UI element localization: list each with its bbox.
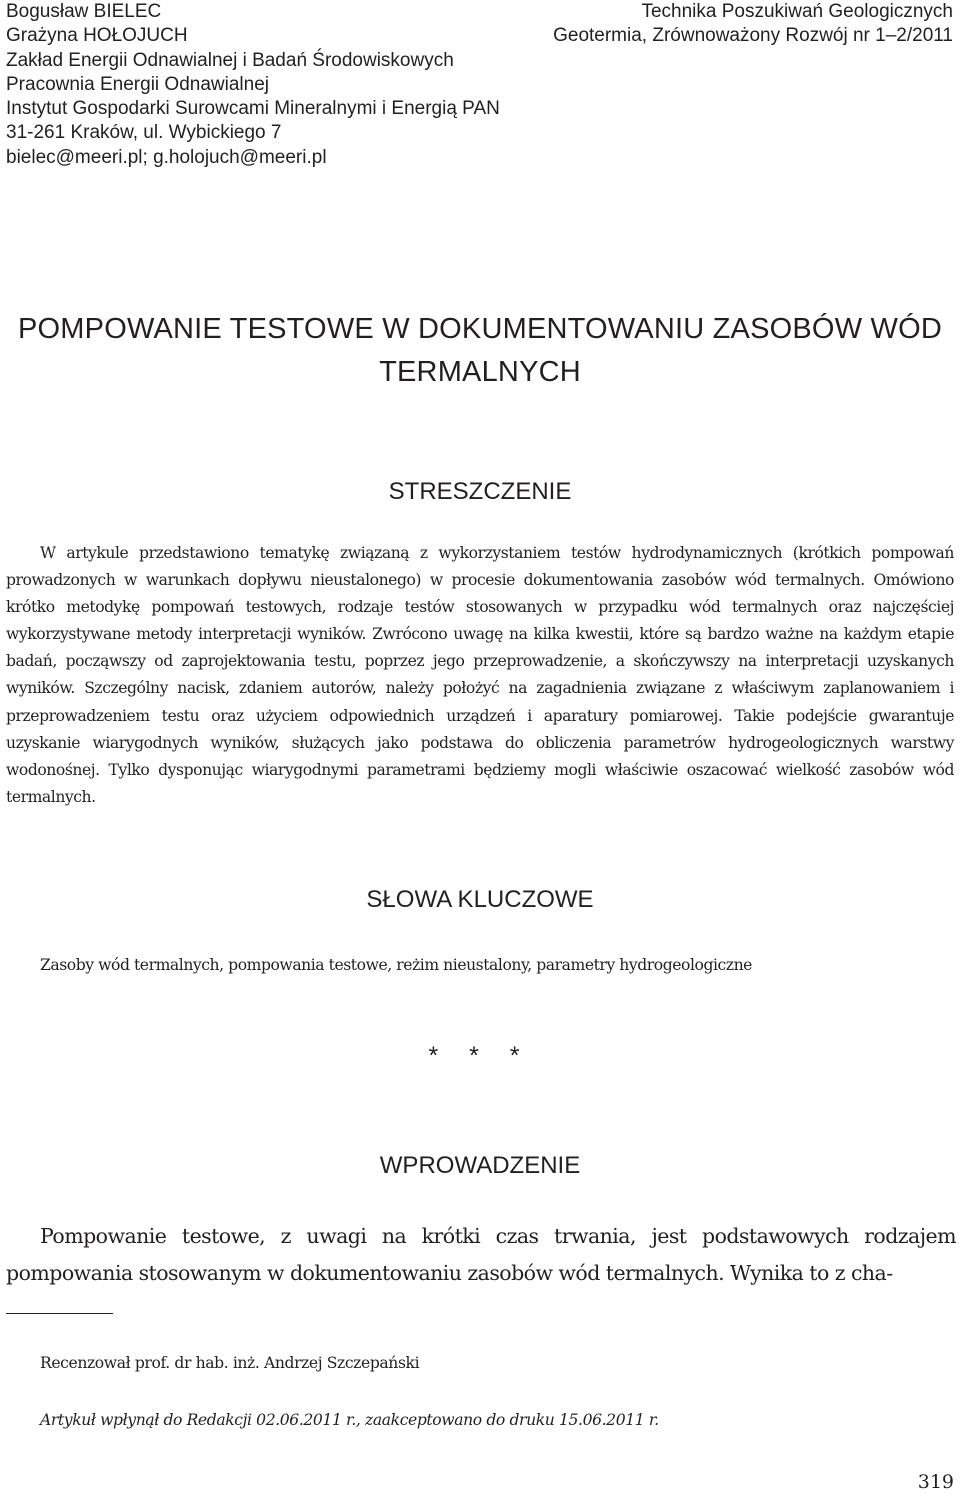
author-name-1: Bogusław BIELEC xyxy=(6,1,162,22)
page-number: 319 xyxy=(917,1471,954,1493)
abstract-heading: STRESZCZENIE xyxy=(388,478,572,505)
keywords-heading: SŁOWA KLUCZOWE xyxy=(366,886,594,913)
reviewer-note: Recenzował prof. dr hab. inż. Andrzej Szczepański xyxy=(40,1354,420,1372)
footnote-divider xyxy=(6,1313,113,1314)
affiliation-department: Zakład Energii Odnawialnej i Badań Środowiskowych xyxy=(6,49,454,71)
affiliation-lab: Pracownia Energii Odnawialnej xyxy=(6,73,269,95)
received-date-note: Artykuł wpłynął do Redakcji 02.06.2011 r., zaakceptowano do druku 15.06.2011 r. xyxy=(40,1411,659,1429)
article-title xyxy=(0,308,960,394)
journal-name: Technika Poszukiwań Geologicznych xyxy=(641,1,953,22)
title-line-2: TERMALNYCH xyxy=(379,356,581,388)
keywords-text: Zasoby wód termalnych, pompowania testowe, reżim nieustalony, parametry hydrogeologiczne xyxy=(40,956,752,974)
author-emails: bielec@meeri.pl; g.holojuch@meeri.pl xyxy=(6,146,327,168)
introduction-text: Pompowanie testowe, z uwagi na krótki czas trwania, jest podstawowych rodzajem pompowania stosowanym w dokumentowaniu zasobów wód termalnych. Wynika to z cha- xyxy=(6,1224,956,1285)
author-affiliation-block xyxy=(6,0,500,170)
affiliation-institute: Instytut Gospodarki Surowcami Mineralnymi i Energią PAN xyxy=(6,98,500,120)
journal-issue: Geotermia, Zrównoważony Rozwój nr 1–2/2011 xyxy=(553,25,953,47)
section-separator: * * * xyxy=(428,1042,532,1070)
author-name-2: Grażyna HOŁOJUCH xyxy=(6,25,188,47)
introduction-heading: WPROWADZENIE xyxy=(379,1152,581,1179)
abstract-text: W artykule przedstawiono tematykę związaną z wykorzystaniem testów hydrodynamicznych (krótkich pompowań prowadzonych w warunkach dopływu nieustalonego) w procesie dokumentowania zasobów wód termalnych. Omówiono krótko metodykę pompowań testowych, rodzaje testów stosowanych w przypadku wód termalnych oraz najczęściej wykorzystywane metody interpretacji wyników. Zwrócono uwagę na kilka kwestii, które są bardzo ważne na każdym etapie badań, począwszy od zaprojektowania testu, poprzez jego przeprowadzenie, a skończywszy na interpretacji uzyskanych wyników. Szczególny nacisk, zdaniem autorów, należy położyć na zagadnienia związane z właściwym zaplanowaniem i przeprowadzeniem testu oraz użyciem odpowiednich urządzeń i aparatury pomiarowej. Takie podejście gwarantuje uzyskanie wiarygodnych wyników, służących jako podstawa do obliczenia parametrów hydrogeologicznych warstwy wodonośnej. Tylko dysponując wiarygodnymi parametrami będziemy mogli właściwie oszacować wielkość zasobów wód termalnych. xyxy=(6,544,954,806)
affiliation-address: 31-261 Kraków, ul. Wybickiego 7 xyxy=(6,122,282,144)
title-line-1: POMPOWANIE TESTOWE W DOKUMENTOWANIU ZASOBÓW WÓD xyxy=(18,313,942,345)
journal-header xyxy=(553,0,953,49)
